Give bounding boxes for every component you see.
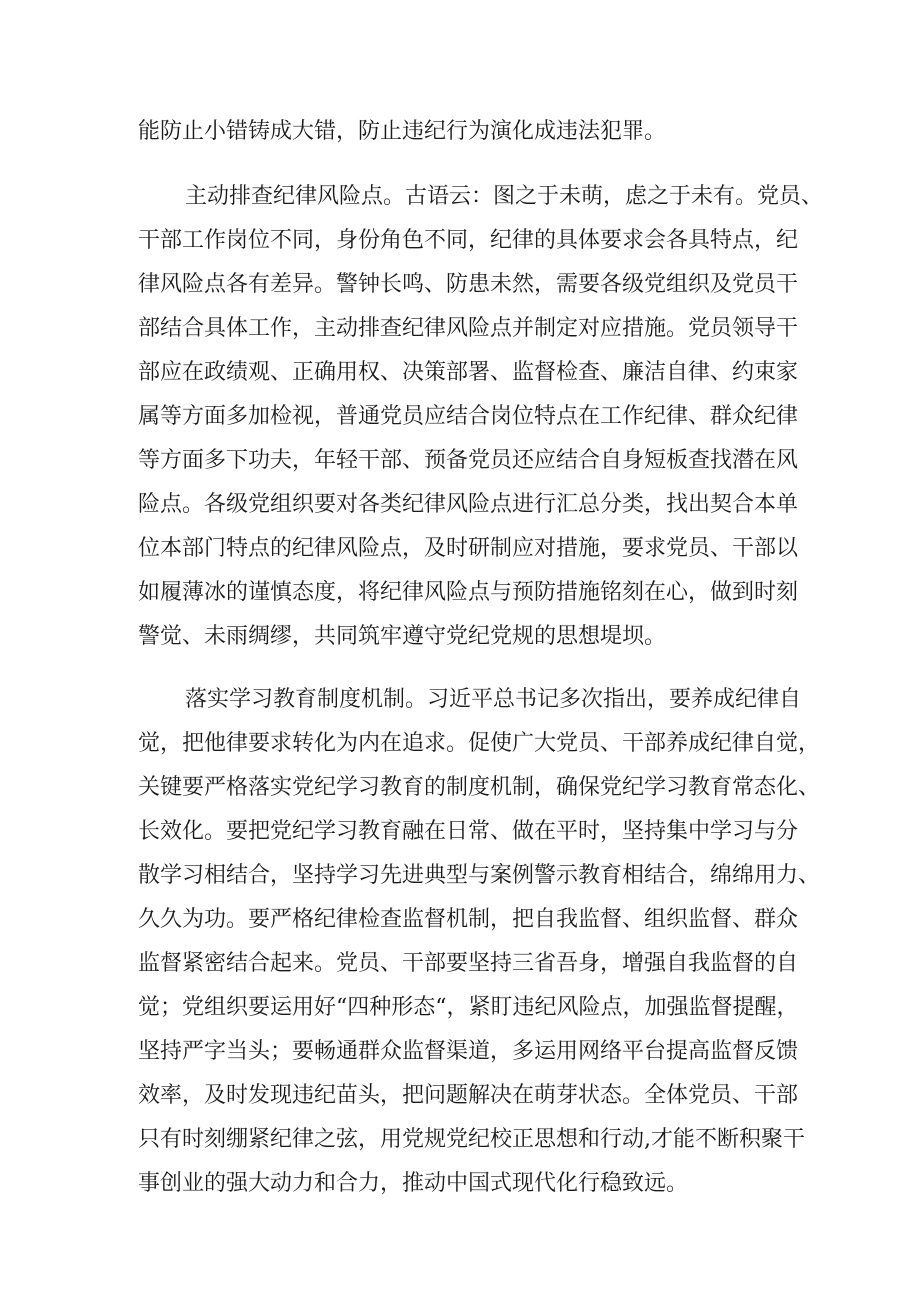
paragraph-line: 律风险点各有差异。警钟长鸣、防患未然，需要各级党组织及党员干 bbox=[138, 272, 799, 297]
paragraph-line: 干部工作岗位不同，身份角色不同，纪律的具体要求会各具特点，纪 bbox=[138, 228, 799, 253]
paragraph-line: 久久为功。要严格纪律检查监督机制，把自我监督、组织监督、群众 bbox=[138, 907, 799, 932]
paragraph-line: 落实学习教育制度机制。习近平总书记多次指出，要养成纪律自 bbox=[185, 687, 802, 712]
paragraph-line: 如履薄冰的谨慎态度，将纪律风险点与预防措施铭刻在心，做到时刻 bbox=[138, 580, 799, 605]
paragraph-line: 警觉、未雨绸缪，共同筑牢遵守党纪党规的思想堤坝。 bbox=[138, 624, 667, 649]
paragraph-line: 部应在政绩观、正确用权、决策部署、监督检查、廉洁自律、约束家 bbox=[138, 360, 799, 385]
paragraph-line: 险点。各级党组织要对各类纪律风险点进行汇总分类，找出契合本单 bbox=[138, 492, 799, 517]
paragraph-line: 坚持严字当头；要畅通群众监督渠道，多运用网络平台提高监督反馈 bbox=[138, 1039, 799, 1064]
paragraph-line: 觉，把他律要求转化为内在追求。促使广大党员、干部养成纪律自觉， bbox=[138, 731, 821, 756]
paragraph-line: 等方面多下功夫，年轻干部、预备党员还应结合自身短板查找潜在风 bbox=[138, 448, 799, 473]
paragraph-line: 属等方面多加检视，普通党员应结合岗位特点在工作纪律、群众纪律 bbox=[138, 404, 799, 429]
paragraph-line: 监督紧密结合起来。党员、干部要坚持三省吾身，增强自我监督的自 bbox=[138, 951, 799, 976]
paragraph-line: 散学习相结合，坚持学习先进典型与案例警示教育相结合，绵绵用力、 bbox=[138, 863, 821, 888]
paragraph-line: 效率，及时发现违纪苗头，把问题解决在萌芽状态。全体党员、干部 bbox=[138, 1083, 799, 1108]
paragraph-line: 部结合具体工作，主动排查纪律风险点并制定对应措施。党员领导干 bbox=[138, 316, 799, 341]
paragraph-line: 关键要严格落实党纪学习教育的制度机制，确保党纪学习教育常态化、 bbox=[138, 775, 821, 800]
paragraph-line: 能防止小错铸成大错，防止违纪行为演化成违法犯罪。 bbox=[138, 119, 667, 144]
paragraph-line: 位本部门特点的纪律风险点，及时研制应对措施，要求党员、干部以 bbox=[138, 536, 799, 561]
paragraph-line: 主动排查纪律风险点。古语云：图之于未萌，虑之于未有。党员、 bbox=[185, 184, 824, 209]
paragraph-line: 只有时刻绷紧纪律之弦，用党规党纪校正思想和行动,才能不断积聚干 bbox=[138, 1127, 805, 1152]
paragraph-line: 事创业的强大动力和合力，推动中国式现代化行稳致远。 bbox=[138, 1171, 689, 1196]
paragraph-line: 长效化。要把党纪学习教育融在日常、做在平时，坚持集中学习与分 bbox=[138, 819, 799, 844]
paragraph-line: 觉；党组织要运用好“四种形态“，紧盯违纪风险点，加强监督提醒， bbox=[138, 995, 799, 1020]
